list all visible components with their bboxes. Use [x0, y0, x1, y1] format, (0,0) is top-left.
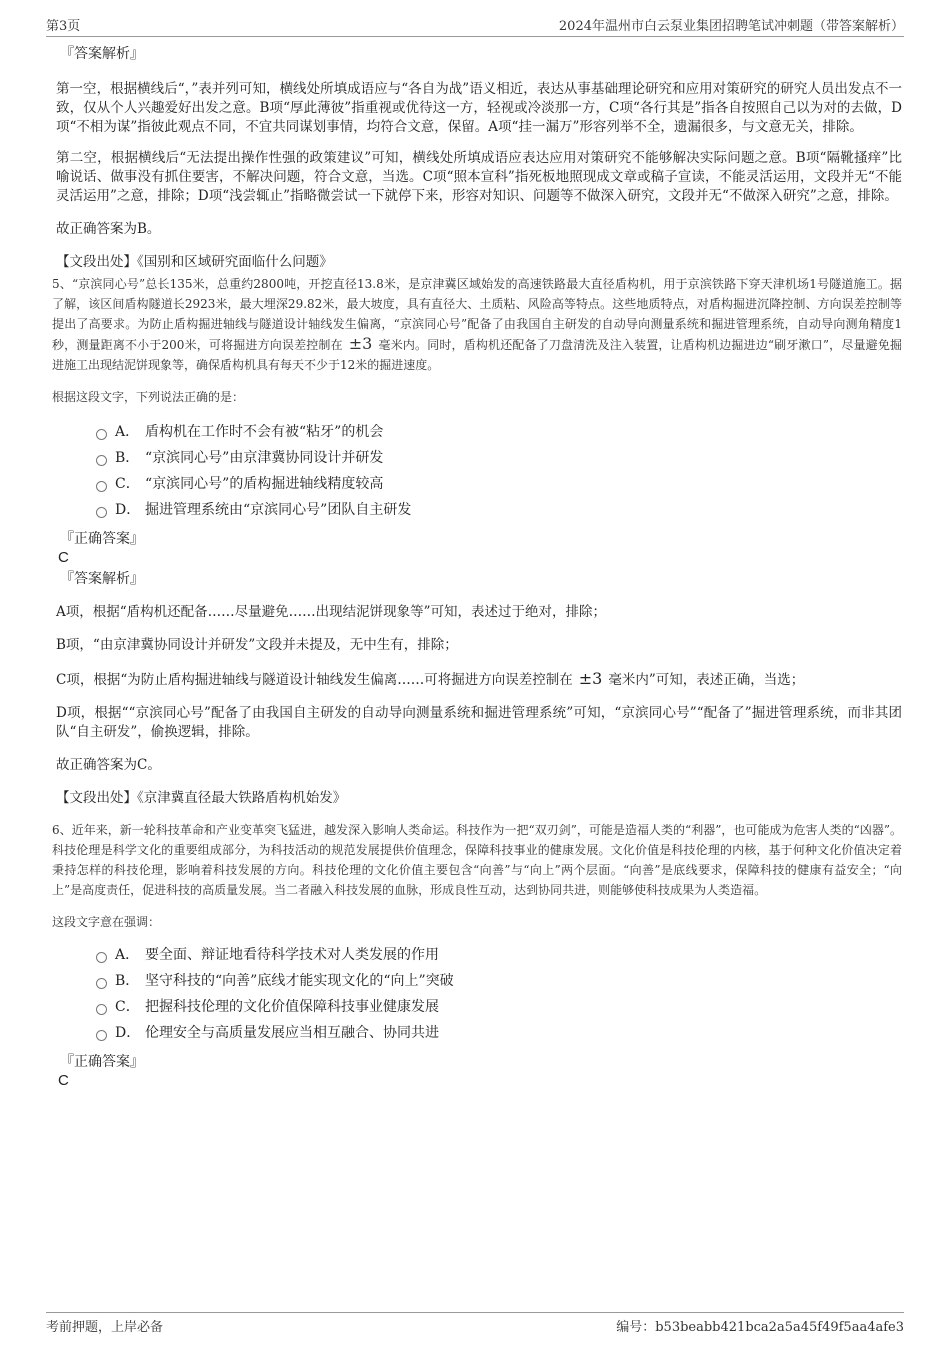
radio-icon[interactable] — [96, 481, 107, 492]
q5-analysis-c: C项，根据“为防止盾构掘进轴线与隧道设计轴线发生偏离……可将掘进方向误差控制在 ±3 毫米内”可知，表述正确，当选； — [56, 669, 805, 688]
plus-minus-value: ±3 — [348, 334, 373, 353]
document-title: 2024年温州市白云泵业集团招聘笔试冲刺题（带答案解析） — [558, 19, 904, 34]
q6-option-b[interactable]: B． 坚守科技的“向善”底线才能实现文化的“向上”突破 — [96, 968, 902, 994]
q4-analysis-p1: 第一空，根据横线后“，”表并列可知，横线处所填成语应与“各自为战”语义相近，表达从事基础理论研究和应用对策研究的研究人员出发点不一致，仅从个人兴趣爱好出发之意。B项“厚此薄彼”指重视或优待这一方，轻视或冷淡那一方，C项“各行其是”指各自按照自己以为对的去做，D项“不相为谋”指彼此观点不同，不宜共同谋划事情，均符合文意，保留。A项“挂一漏万”形容列举不全，遗漏很多，与文意无关，排除。 — [56, 81, 902, 135]
q6-answer-heading: 『正确答案』 — [60, 1054, 144, 1070]
q6-answer: C — [58, 1072, 69, 1089]
q5-stem: 5、“京滨同心号”总长135米，总重约2800吨，开挖直径13.8米，是京津冀区域始发的高速铁路最大直径盾构机，用于京滨铁路下穿天津机场1号隧道施工。据了解，该区间盾构隧道长2923米，最大埋深29.82米，最大坡度，具有直径大、土质粘、风险高等特点。这些地质特点，对盾构掘进沉降控制、方向误差控制等提出了高要求。为防止盾构掘进轴线与隧道设计轴线发生偏离，“京滨同心号”配备了由我国自主研发的自动导向测量系统和掘进管理系统，自动导向测角精度1秒，测量距离不小于200米，可将掘进方向误差控制在 ±3 毫米内。同时，盾构机还配备了刀盘清洗及注入装置，让盾构机边掘进边“刷牙漱口”，尽量避免掘进施工出现结泥饼现象等，确保盾构机具有每天不少于12米的掘进速度。 — [52, 277, 902, 372]
q5-analysis-b: B项，“由京津冀协同设计并研发”文段并未提及，无中生有，排除； — [56, 637, 458, 653]
q6-options — [56, 942, 902, 1046]
q5-option-b[interactable]: B． “京滨同心号”由京津冀协同设计并研发 — [96, 445, 902, 471]
radio-icon[interactable] — [96, 1004, 107, 1015]
plus-minus-value: ±3 — [578, 669, 603, 688]
q5-analysis-heading: 『答案解析』 — [60, 571, 144, 587]
page-number: 第3页 — [46, 19, 81, 34]
q4-analysis-p2: 第二空，根据横线后“无法提出操作性强的政策建议”可知，横线处所填成语应表达应用对策研究不能够解决实际问题之意。B项“隔靴搔痒”比喻说话、做事没有抓住要害，不解决问题，符合文意，当选。C项“照本宣科”指死板地照现成文章或稿子宣读，不能灵活运用，文段并无“不能灵活运用”之意，排除；D项“浅尝辄止”指略微尝试一下就停下来，形容对知识、问题等不做深入研究，文段并无“不做深入研究”之意，排除。 — [56, 150, 902, 204]
q6-option-a[interactable]: A． 要全面、辩证地看待科学技术对人类发展的作用 — [96, 942, 902, 968]
radio-icon[interactable] — [96, 952, 107, 963]
q5-analysis-d: D项，根据““京滨同心号”配备了由我国自主研发的自动导向测量系统和掘进管理系统”可知，“京滨同心号”“配备了”掘进管理系统，而非其团队“自主研发”，偷换逻辑，排除。 — [56, 705, 902, 740]
q4-source: 【文段出处】《国别和区域研究面临什么问题》 — [56, 254, 333, 270]
radio-icon[interactable] — [96, 978, 107, 989]
q6-option-d[interactable]: D． 伦理安全与高质量发展应当相互融合、协同共进 — [96, 1020, 902, 1046]
q5-question: 根据这段文字，下列说法正确的是： — [52, 390, 245, 404]
radio-icon[interactable] — [96, 507, 107, 518]
q5-options — [56, 419, 902, 523]
q5-answer-heading: 『正确答案』 — [60, 531, 144, 547]
q6-question: 这段文字意在强调： — [52, 915, 161, 929]
q5-option-a[interactable]: A． 盾构机在工作时不会有被“粘牙”的机会 — [96, 419, 902, 445]
q5-conclusion: 故正确答案为C。 — [56, 757, 161, 773]
footer-slogan: 考前押题，上岸必备 — [46, 1320, 164, 1335]
q5-option-c[interactable]: C． “京滨同心号”的盾构掘进轴线精度较高 — [96, 471, 902, 497]
q5-option-d[interactable]: D． 掘进管理系统由“京滨同心号”团队自主研发 — [96, 497, 902, 523]
page-content — [52, 44, 902, 1090]
document-id: 编号：b53beabb421bca2a5a45f49f5aa4afe3 — [616, 1320, 904, 1335]
q6-option-c[interactable]: C． 把握科技伦理的文化价值保障科技事业健康发展 — [96, 994, 902, 1020]
radio-icon[interactable] — [96, 455, 107, 466]
q5-answer: C — [58, 549, 69, 566]
q6-stem: 6、近年来，新一轮科技革命和产业变革突飞猛进，越发深入影响人类命运。科技作为一把“双刃剑”，可能是造福人类的“利器”，也可能成为危害人类的“凶器”。科技伦理是科学文化的重要组成部分，为科技活动的规范发展提供价值理念，保障科技事业的健康发展。文化价值是科技伦理的内核，基于何种文化价值决定着秉持怎样的科技伦理，影响着科技发展的方向。科技伦理的文化价值主要包含“向善”与“向上”两个层面。“向善”是底线要求，保障科技的健康有益安全；“向上”是高度责任，促进科技的高质量发展。当二者融入科技发展的血脉，形成良性互动，达到协同共进，则能够使科技成果为人类造福。 — [52, 823, 902, 897]
page-header — [46, 12, 904, 37]
radio-icon[interactable] — [96, 429, 107, 440]
page-footer — [46, 1312, 904, 1340]
q4-conclusion: 故正确答案为B。 — [56, 221, 161, 237]
radio-icon[interactable] — [96, 1030, 107, 1041]
q4-analysis-heading: 『答案解析』 — [60, 46, 144, 62]
q5-analysis-a: A项，根据“盾构机还配备……尽量避免……出现结泥饼现象等”可知，表述过于绝对，排除； — [56, 604, 607, 620]
q5-source: 【文段出处】《京津冀直径最大铁路盾构机始发》 — [56, 790, 347, 806]
